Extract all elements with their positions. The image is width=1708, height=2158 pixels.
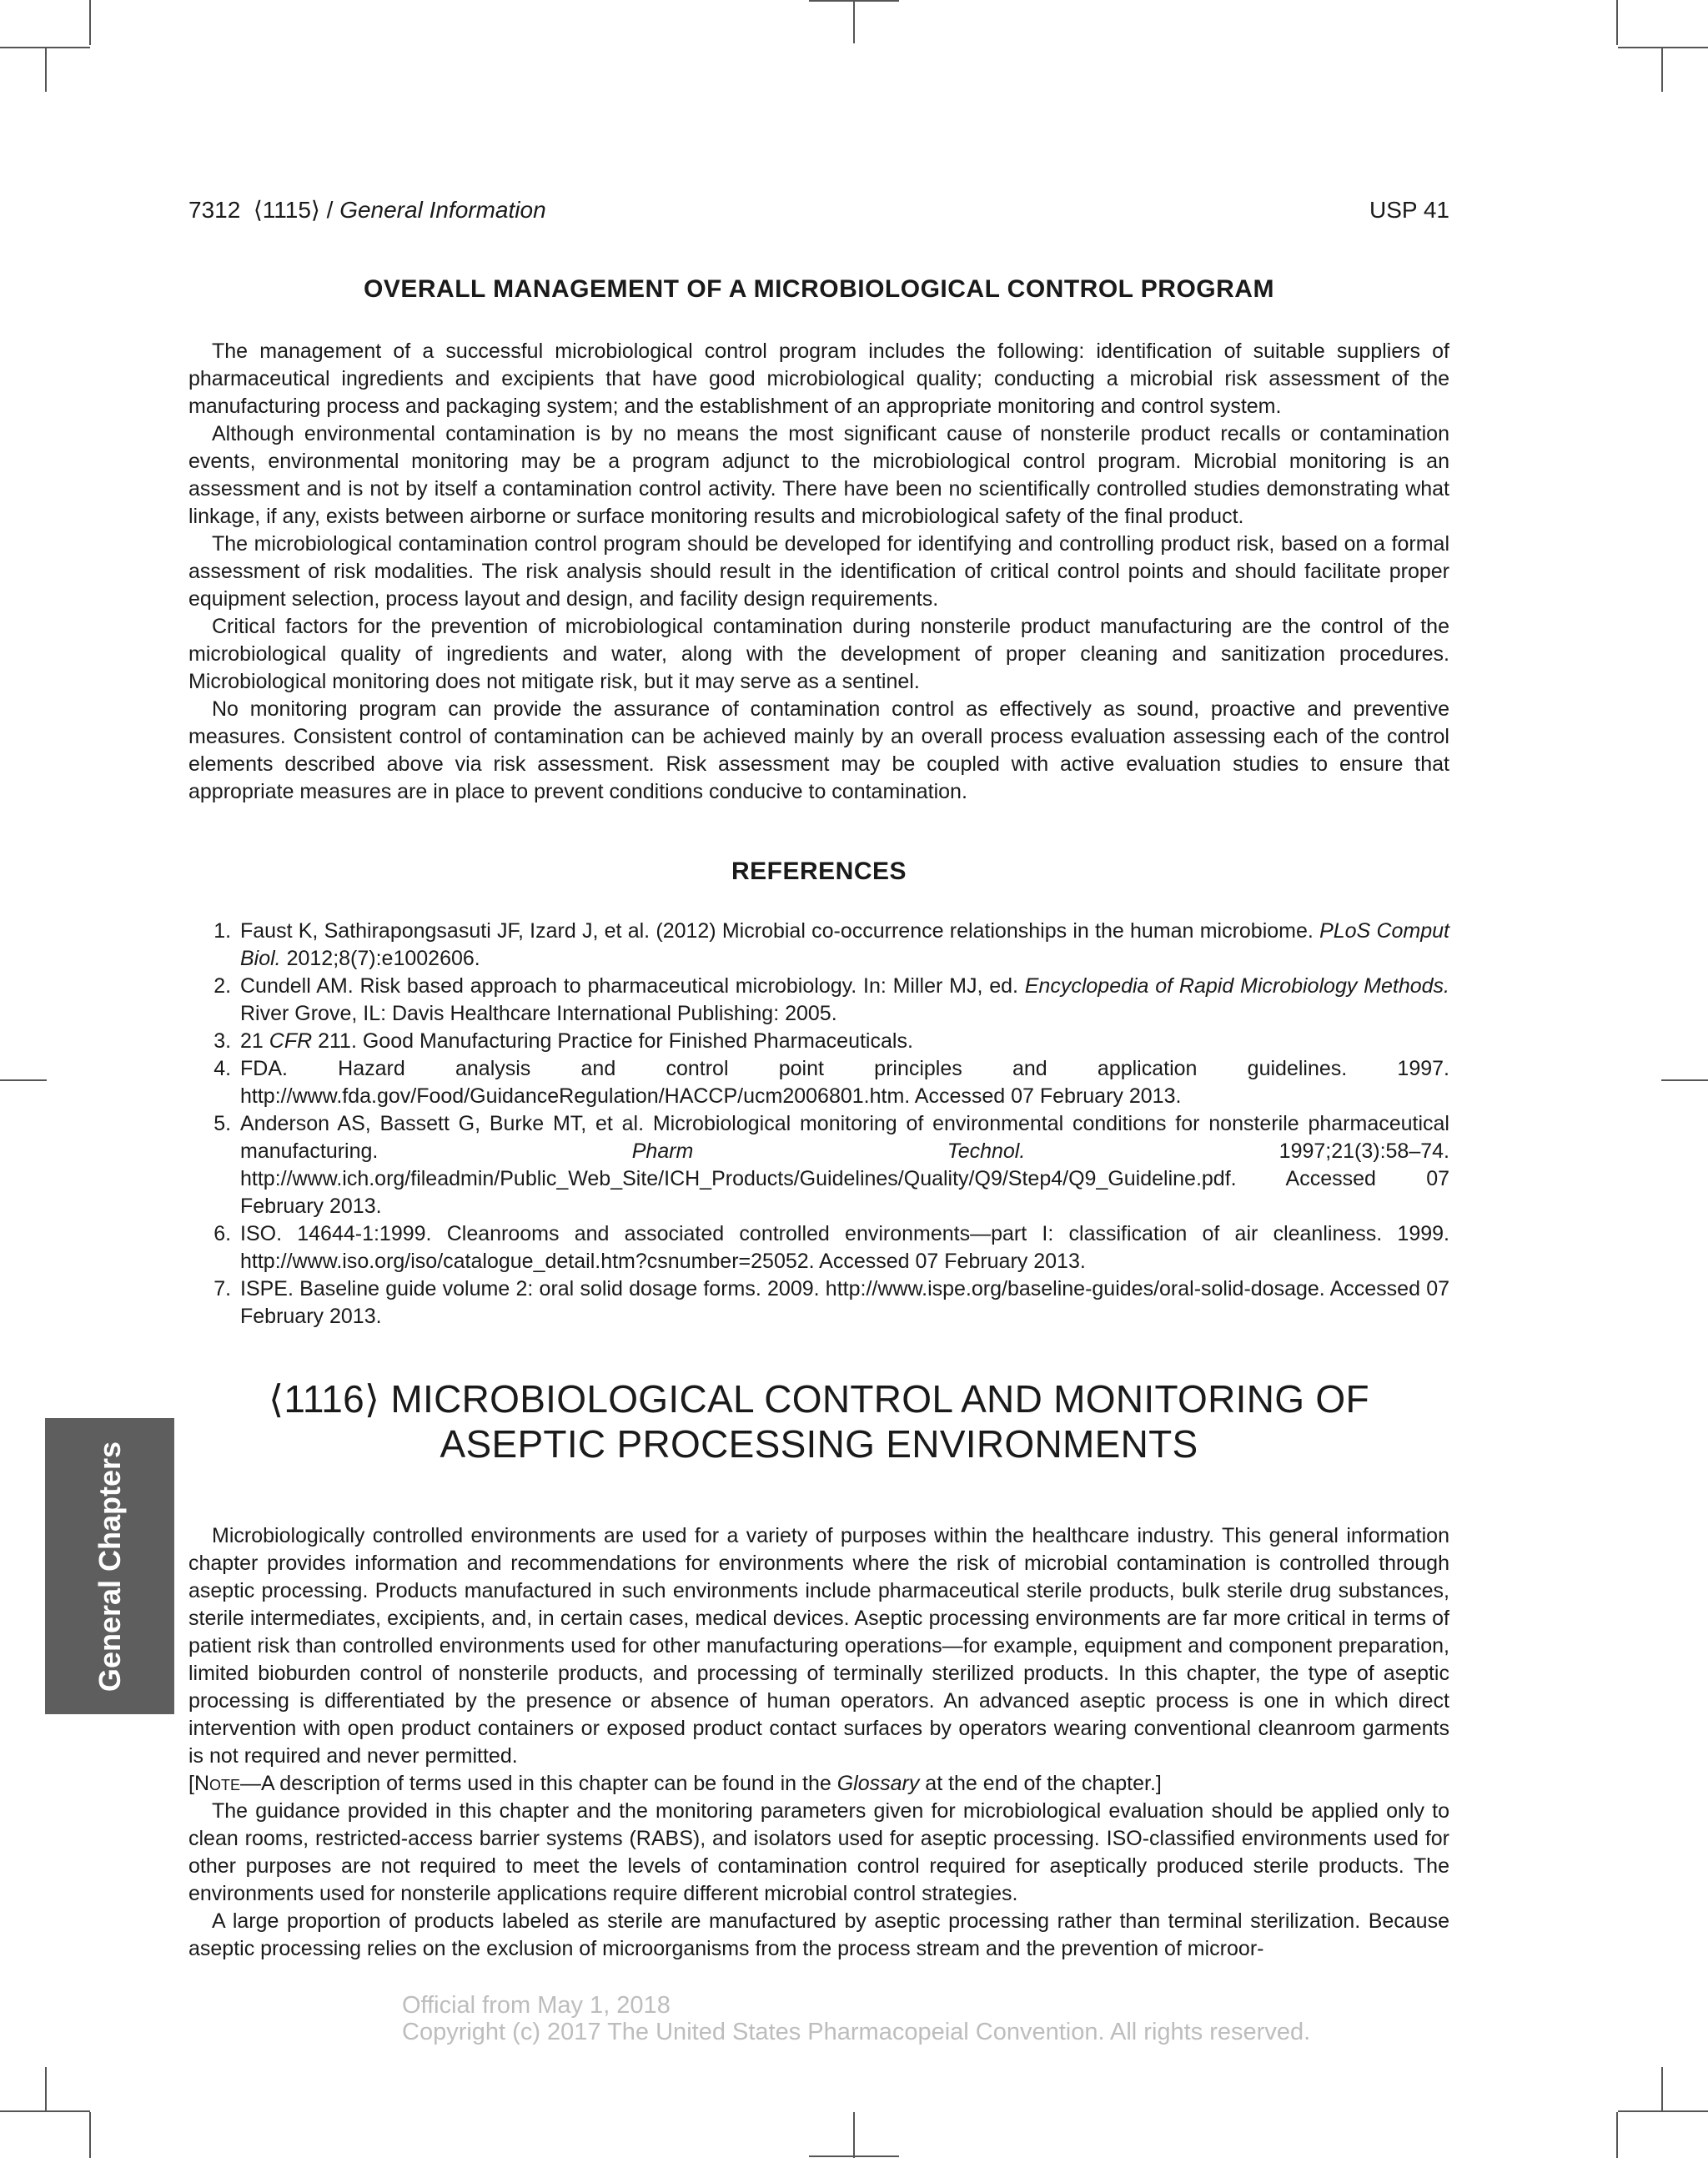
official-date: Official from May 1, 2018 (402, 1992, 671, 2019)
paragraph: Critical factors for the prevention of microbiological contamination during nonsterile product manufacturing are the control of the microbiological quality of ingredients and water, along with the development of proper cleaning and sanitization procedures. Microbiological monitoring does not mitigate risk, but it may serve as a sentinel. (188, 615, 1449, 693)
note-paragraph: [Note—A description of terms used in this chapter can be found in the Glossary at the end of the chapter.] (188, 1772, 1162, 1795)
paragraph: No monitoring program can provide the assurance of contamination control as effectively as sound, proactive and preventive measures. Consistent control of contamination can be achieved mainly by an overall process evaluation assessing each of the control elements described above via risk assessment. Risk assessment may be coupled with active evaluation studies to ensure that appropriate measures are in place to prevent conditions conducive to contamination. (188, 697, 1449, 803)
general-chapters-tab (45, 1418, 174, 1714)
copyright-footer (402, 1992, 1310, 2045)
section-name: General Information (339, 197, 546, 223)
reference-item: 4. FDA. Hazard analysis and control point principles and application guidelines. 1997. http://www.fda.gov/Food/GuidanceRegulation/HACCP/ucm2006801.htm. Accessed 07 February 2013. (237, 1055, 1449, 1110)
references-title: REFERENCES (731, 858, 907, 885)
side-tab-label: General Chapters (92, 1441, 127, 1692)
reference-item: 1. Faust K, Sathirapongsasuti JF, Izard J, et al. (2012) Microbial co-occurrence relationships in the human microbiome. PLoS Comput Biol. 2012;8(7):e1002606. (237, 918, 1449, 973)
paragraph: The guidance provided in this chapter and the monitoring parameters given for microbiological evaluation should be applied only to clean rooms, restricted-access barrier systems (RABS), and isolators used for aseptic processing. ISO-classified environments used for other purposes are not required to meet the levels of contamination control required for aseptically produced sterile products. The environments used for nonsterile applications require different microbial control strategies. (188, 1799, 1449, 1905)
page-number: 7312 (188, 197, 241, 223)
reference-item: 5. Anderson AS, Bassett G, Burke MT, et al. Microbiological monitoring of environmental conditions for nonsterile pharmaceutical manufacturing. Pharm Technol. 1997;21(3):58–74. http://www.ich.org/fileadmin/Public_Web_Site/ICH_Products/Guidelines/Quality/Q9/Step4/Q9_Guideline.pdf. Accessed 07 February 2013. (237, 1110, 1449, 1220)
paragraph: The microbiological contamination control program should be developed for identifying and controlling product risk, based on a formal assessment of risk modalities. The risk analysis should result in the identification of critical control points and should facilitate proper equipment selection, process layout and design, and facility design requirements. (188, 532, 1449, 611)
chapter-title (188, 1376, 1449, 1466)
chapter-title-line-1: ⟨1116⟩ MICROBIOLOGICAL CONTROL AND MONITORING OF (269, 1377, 1369, 1421)
chapter-body (188, 1522, 1449, 1963)
paragraph: The management of a successful microbiological control program includes the following: identification of suitable suppliers of pharmaceutical ingredients and excipients that have good microbiological quality; conducting a microbial risk assessment of the manufacturing process and packaging system; and the establishment of an appropriate monitoring and control system. (188, 340, 1449, 418)
reference-item: 7. ISPE. Baseline guide volume 2: oral solid dosage forms. 2009. http://www.ispe.org/baseline-guides/oral-solid-dosage. Accessed 07 February 2013. (237, 1275, 1449, 1331)
running-header (188, 194, 1449, 227)
reference-item: 6. ISO. 14644-1:1999. Cleanrooms and associated controlled environments—part I: classification of air cleanliness. 1999. http://www.iso.org/iso/catalogue_detail.htm?csnumber=25052. Accessed 07 February 2013. (237, 1220, 1449, 1275)
chapter-title-line-2: ASEPTIC PROCESSING ENVIRONMENTS (440, 1422, 1198, 1466)
note-label: Note (193, 1772, 241, 1795)
reference-item: 2. Cundell AM. Risk based approach to pharmaceutical microbiology. In: Miller MJ, ed. Encyclopedia of Rapid Microbiology Methods. River Grove, IL: Davis Healthcare International Publishing: 2005. (237, 973, 1449, 1028)
section-overall-management-body (188, 338, 1449, 806)
copyright-notice: Copyright (c) 2017 The United States Pharmacopeial Convention. All rights reserved. (402, 2019, 1311, 2045)
references-list (188, 918, 1449, 1331)
paragraph: Although environmental contamination is by no means the most significant cause of nonsterile product recalls or contamination events, environmental monitoring may be a program adjunct to the microbiological control program. Microbial monitoring is an assessment and is not by itself a contamination control activity. There have been no scientifically controlled studies demonstrating what linkage, if any, exists between airborne or surface monitoring results and microbiological safety of the final product. (188, 422, 1449, 528)
reference-item: 3. 21 CFR 211. Good Manufacturing Practice for Finished Pharmaceuticals. (237, 1028, 1449, 1055)
references-list-container (188, 918, 1449, 1331)
section-title-overall-management: OVERALL MANAGEMENT OF A MICROBIOLOGICAL CONTROL PROGRAM (364, 275, 1274, 303)
header-left (188, 194, 546, 227)
edition-label: USP 41 (1369, 197, 1449, 223)
paragraph: Microbiologically controlled environments are used for a variety of purposes within the healthcare industry. This general information chapter provides information and recommendations for environments where the risk of microbial contamination is controlled through aseptic processing. Products manufactured in such environments include pharmaceutical sterile products, bulk sterile drug substances, sterile intermediates, excipients, and, in certain cases, medical devices. Aseptic processing environments are far more critical in terms of patient risk than controlled environments used for other manufacturing operations—for example, equipment and component preparation, limited bioburden control of nonsterile products, and processing of terminally sterilized products. In this chapter, the type of aseptic processing is differentiated by the presence or absence of human operators. An advanced aseptic process is one in which direct intervention with open product containers or exposed product contact surfaces by operators wearing conventional cleanroom garments is not required and never permitted. (188, 1524, 1449, 1768)
paragraph: A large proportion of products labeled as sterile are manufactured by aseptic processing rather than terminal sterilization. Because aseptic processing relies on the exclusion of microorganisms from the process stream and the prevention of microor- (188, 1909, 1449, 1960)
glossary-ref: Glossary (836, 1772, 920, 1795)
chapter-ref: ⟨1115⟩ / (253, 197, 334, 223)
